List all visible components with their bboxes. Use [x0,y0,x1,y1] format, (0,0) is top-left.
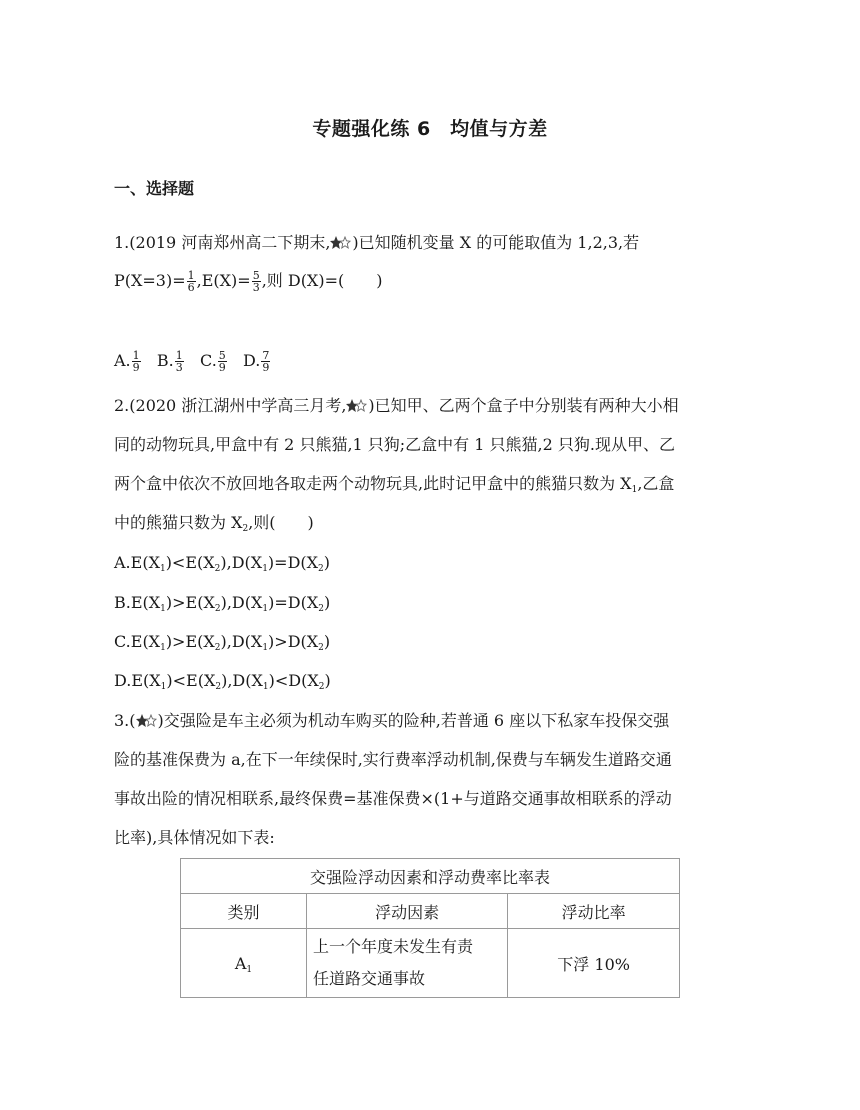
opt-text: )<E(X [165,553,215,572]
denominator: 9 [262,361,270,374]
numerator: 1 [187,269,195,282]
option-c-label: C. [200,351,217,370]
option-a-label: A. [114,351,131,370]
denominator: 6 [187,281,195,294]
opt-text: ) [323,593,331,612]
opt-text: ) [324,671,331,690]
q3-line-2: 险的基准保费为 a,在下一年续保时,实行费率浮动机制,保费与车辆发生道路交通 [114,750,672,769]
table-caption: 交强险浮动因素和浮动费率比率表 [181,859,680,894]
fraction [218,350,227,373]
option-b-label: B. [156,351,174,370]
opt-text: ),D(X [221,671,263,690]
q1-ex: ,E(X)= [196,271,251,290]
opt-text: B.E(X [114,593,161,612]
cell-rate: 下浮 10% [508,929,680,998]
opt-text: ) [323,553,331,572]
subscript: 2 [242,524,249,534]
q2-text: ,则( ) [248,513,314,532]
cell-category [181,929,307,998]
opt-text: )>E(X [165,632,215,651]
denominator: 9 [132,361,140,374]
header-category: 类别 [181,894,307,929]
opt-text: ),D(X [220,553,263,572]
denominator: 9 [218,361,226,374]
opt-text: ) [323,632,331,651]
opt-text: )=D(X [268,593,319,612]
fraction [187,270,196,293]
opt-text: ),D(X [220,632,263,651]
opt-text: D.E(X [114,671,161,690]
numerator: 5 [252,269,260,282]
q2-source: 2.(2020 浙江湖州中学高三月考, [114,396,347,415]
opt-text: ),D(X [220,593,263,612]
subscript: 1 [262,682,269,692]
q1-source: 1.(2019 河南郑州高二下期末, [114,233,331,252]
numerator: 5 [218,349,226,362]
subscript: 2 [318,643,324,653]
cell-factor [307,929,508,998]
fraction [252,270,261,293]
subscript: 2 [215,682,222,692]
subscript: 2 [318,604,324,614]
q3-number: 3.( [114,711,136,730]
q1-line-1 [114,232,639,254]
q3-line-3: 事故出险的情况相联系,最终保费=基准保费×(1+与道路交通事故相联系的浮动 [114,789,672,808]
q2-text: 两个盒中依次不放回地各取走两个动物玩具,此时记甲盒中的熊猫只数为 X [114,474,632,493]
opt-text: )>E(X [165,593,215,612]
subscript: 1 [246,964,253,975]
difficulty-star-icon [136,714,158,728]
section-heading: 一、选择题 [114,179,195,198]
subscript: 1 [262,604,269,614]
fraction [261,350,270,373]
q2-text: ,乙盒 [637,474,675,493]
opt-text: A.E(X [114,553,160,572]
difficulty-star-icon [330,236,352,250]
q2-line-4 [114,512,314,534]
difficulty-star-icon [346,399,368,413]
q1-dx: ,则 D(X)=( ) [261,271,383,290]
opt-text: C.E(X [114,632,161,651]
q2-option-c [114,631,330,653]
subscript: 1 [262,643,269,653]
subscript: 2 [214,564,221,574]
subscript: 2 [214,643,221,653]
fraction [132,350,141,373]
subscript: 2 [318,564,324,574]
q1-options [114,350,271,373]
subscript: 1 [159,564,166,574]
q1-line-2 [114,270,382,293]
q3-line-4: 比率),具体情况如下表: [114,828,275,847]
subscript: 1 [160,604,166,614]
header-rate: 浮动比率 [508,894,680,929]
q1-px3: P(X=3)= [114,271,186,290]
opt-text: )<E(X [166,671,216,690]
factor-line: 上一个年度未发生有责 [313,937,474,956]
q2-text: 中的熊猫只数为 X [114,513,243,532]
q1-stem: )已知随机变量 X 的可能取值为 1,2,3,若 [352,233,640,252]
page-title: 专题强化练 6 均值与方差 [312,118,548,140]
header-factor: 浮动因素 [307,894,508,929]
q2-line-3 [114,473,674,495]
opt-text: )=D(X [267,553,319,572]
numerator: 1 [132,349,140,362]
q3-stem: )交强险是车主必须为机动车购买的险种,若普通 6 座以下私家车投保交强 [157,711,670,730]
q3-line-1 [114,710,669,732]
category-letter: A [234,953,247,973]
denominator: 3 [252,281,260,294]
q2-option-b [114,592,330,614]
subscript: 1 [262,564,268,574]
opt-text: )>D(X [268,632,319,651]
numerator: 1 [175,349,183,362]
q2-line-2: 同的动物玩具,甲盒中有 2 只熊猫,1 只狗;乙盒中有 1 只熊猫,2 只狗.现从甲、乙 [114,435,675,454]
q2-line-1 [114,395,679,417]
factor-line: 任道路交通事故 [313,969,426,988]
subscript: 1 [160,682,167,692]
subscript: 2 [214,604,221,614]
option-d-label: D. [243,351,261,370]
subscript: 1 [631,485,638,495]
numerator: 7 [262,349,270,362]
denominator: 3 [175,361,183,374]
fraction [175,350,184,373]
subscript: 1 [160,643,166,653]
q2-option-d [114,670,331,692]
q2-option-a [114,552,330,574]
rate-table [180,858,680,998]
opt-text: )<D(X [268,671,319,690]
table-row [181,929,680,998]
q2-stem: )已知甲、乙两个盒子中分别装有两种大小相 [368,396,679,415]
subscript: 2 [318,682,325,692]
